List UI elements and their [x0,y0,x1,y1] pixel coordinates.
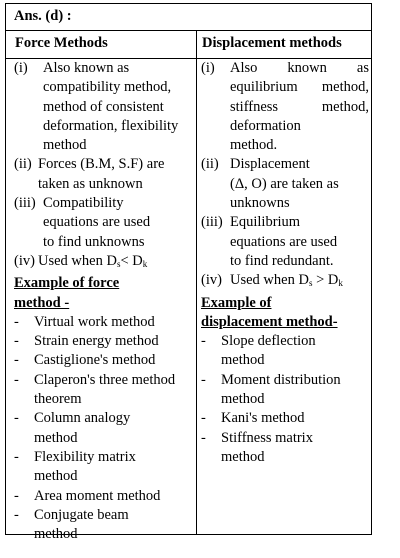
item-line: equilibrium method, [230,79,369,96]
column-divider [196,31,197,534]
item-marker: (iii) [14,195,36,212]
list-item: - Virtual work method [14,313,155,330]
force-item-3 [14,194,196,252]
force-item-1 [14,59,196,155]
item-line: Forces (B.M, S.F) are [38,156,165,173]
item-line: Equilibrium [230,214,301,231]
force-example-list [14,313,196,545]
item-line: to find redundant. [230,252,334,269]
list-item: - Strain energy method [14,333,159,350]
displacement-item-2 [201,155,369,213]
force-methods-header: Force Methods [6,31,197,59]
item-line: to find unknowns [43,233,145,250]
displacement-item-4 [201,271,369,293]
item-line: Compatibility [43,195,124,212]
force-item-4 [14,252,196,274]
item-line: deformation [230,117,301,134]
list-item: - Area moment method [14,487,161,504]
list-item: - Slope deflection method [201,333,316,369]
displacement-item-3 [201,213,369,271]
displacement-methods-header: Displacement methods [197,31,371,59]
item-line: Also known as [230,60,369,76]
item-line: Displacement [230,156,310,173]
item-marker: (iv) [201,272,222,289]
item-marker: (iii) [201,214,223,231]
list-item: - Claperon's three method theorem [14,371,176,408]
list-item: - Kani's method [201,410,305,427]
answer-label: Ans. (d) : [6,4,371,31]
item-line: equations are used [43,214,151,231]
displacement-column [201,59,369,467]
list-item: - Stiffness matrix method [201,429,313,465]
displacement-example-title: Example of displacement method- [201,294,338,330]
item-marker: (i) [201,60,215,76]
item-line: method. [230,137,278,154]
force-item-2 [14,155,196,194]
item-marker: (iv) [14,252,35,269]
item-line: stiffness method, [230,98,369,115]
item-marker: (ii) [14,156,32,173]
item-line: (Δ, O) are taken as [230,175,339,192]
list-item: - Moment distribution method [201,371,341,408]
list-item: - Flexibility matrix method [14,448,136,485]
item-marker: (ii) [201,156,219,173]
item-marker: (i) [14,60,28,76]
item-line: equations are used [230,233,338,250]
used-when-text: Used when $D_s > D_k$ [230,272,343,289]
item-line: Also known as [43,60,130,76]
force-column [14,59,196,544]
item-line: method of consistent [43,98,164,115]
list-item: - Castiglione's method [14,352,156,369]
displacement-example-list [201,332,369,467]
comparison-table [5,3,372,543]
list-item: - Column analogy method [14,410,131,446]
force-example-title: Example of force method - [14,275,120,311]
used-when-text: Used when $D_s< D_k$ [38,252,148,269]
list-item: - Conjugate beam method [14,506,129,543]
item-line: compatibility method, [43,79,172,96]
item-line: deformation, flexibility [43,117,179,134]
item-line: taken as unknown [38,175,143,192]
displacement-item-1 [201,59,369,155]
item-line: unknowns [230,195,290,212]
item-line: method [43,137,87,154]
